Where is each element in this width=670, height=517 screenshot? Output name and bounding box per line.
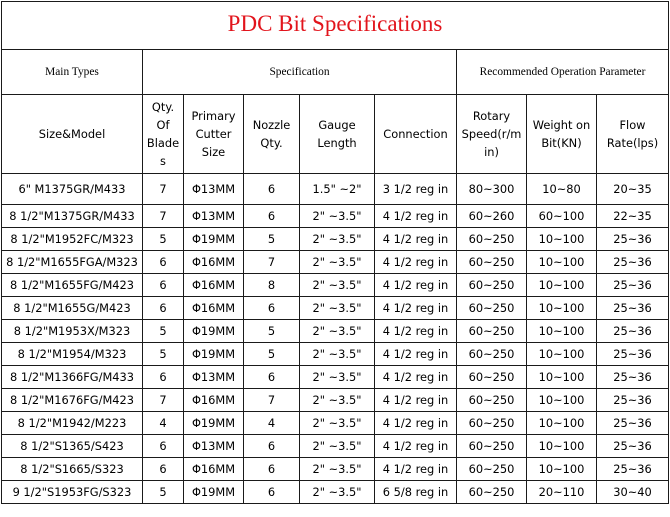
- cell-gauge-length: 2" ~3.5": [300, 366, 375, 389]
- column-header-line: Rotary: [472, 109, 511, 123]
- pdc-spec-table: [1, 1, 669, 504]
- cell-rotary-speed: 60~250: [457, 389, 527, 412]
- cell-blade-qty: 5: [143, 228, 184, 251]
- cell-nozzle-qty: 6: [244, 481, 300, 504]
- column-header-line: Rate(lps): [606, 136, 659, 150]
- cell-gauge-length: 2" ~3.5": [300, 412, 375, 435]
- cell-weight-on-bit: 10~80: [527, 174, 597, 205]
- cell-rotary-speed: 60~250: [457, 343, 527, 366]
- cell-blade-qty: 4: [143, 412, 184, 435]
- cell-flow-rate: 25~36: [597, 412, 669, 435]
- cell-gauge-length: 2" ~3.5": [300, 389, 375, 412]
- cell-blade-qty: 5: [143, 320, 184, 343]
- column-header-line: Length: [317, 136, 357, 150]
- cell-rotary-speed: 80~300: [457, 174, 527, 205]
- table-row: [2, 366, 669, 389]
- cell-gauge-length: 2" ~3.5": [300, 458, 375, 481]
- cell-size-model: 8 1/2"M1942/M223: [2, 412, 143, 435]
- cell-rotary-speed: 60~250: [457, 366, 527, 389]
- column-header-line: Qty.: [260, 136, 283, 150]
- cell-connection: 4 1/2 reg in: [375, 366, 457, 389]
- cell-connection: 4 1/2 reg in: [375, 251, 457, 274]
- cell-nozzle-qty: 6: [244, 297, 300, 320]
- cell-flow-rate: 25~36: [597, 435, 669, 458]
- cell-rotary-speed: 60~250: [457, 435, 527, 458]
- column-header-line: Bit(KN): [541, 136, 582, 150]
- column-header-line: in): [484, 145, 499, 159]
- column-header-line: Weight on: [532, 118, 591, 132]
- column-header-connection: [375, 95, 457, 174]
- cell-nozzle-qty: 6: [244, 366, 300, 389]
- title-cell: [2, 2, 669, 50]
- column-header-line: Gauge: [318, 118, 356, 132]
- cell-connection: 6 5/8 reg in: [375, 481, 457, 504]
- cell-rotary-speed: 60~250: [457, 274, 527, 297]
- cell-weight-on-bit: 10~100: [527, 251, 597, 274]
- cell-nozzle-qty: 6: [244, 205, 300, 228]
- cell-rotary-speed: 60~250: [457, 251, 527, 274]
- cell-blade-qty: 6: [143, 274, 184, 297]
- column-header-size-model: [2, 95, 143, 174]
- column-header-nozzle-qty: [244, 95, 300, 174]
- cell-blade-qty: 7: [143, 174, 184, 205]
- column-header-cutter-size: [184, 95, 244, 174]
- column-header-line: Flow: [619, 118, 646, 132]
- cell-blade-qty: 5: [143, 481, 184, 504]
- cell-gauge-length: 2" ~3.5": [300, 481, 375, 504]
- table-row: [2, 389, 669, 412]
- cell-nozzle-qty: 6: [244, 174, 300, 205]
- cell-nozzle-qty: 6: [244, 435, 300, 458]
- cell-rotary-speed: 60~250: [457, 412, 527, 435]
- column-header-line: Blade: [146, 136, 180, 150]
- cell-flow-rate: 25~36: [597, 320, 669, 343]
- cell-size-model: 8 1/2"M1655G/M423: [2, 297, 143, 320]
- cell-flow-rate: 25~36: [597, 251, 669, 274]
- cell-nozzle-qty: 7: [244, 389, 300, 412]
- cell-flow-rate: 25~36: [597, 274, 669, 297]
- cell-size-model: 8 1/2"M1676FG/M423: [2, 389, 143, 412]
- cell-connection: 4 1/2 reg in: [375, 435, 457, 458]
- cell-gauge-length: 1.5" ~2": [300, 174, 375, 205]
- cell-weight-on-bit: 10~100: [527, 320, 597, 343]
- table-row: [2, 435, 669, 458]
- table-row: [2, 481, 669, 504]
- cell-cutter-size: Φ16MM: [184, 274, 244, 297]
- cell-gauge-length: 2" ~3.5": [300, 205, 375, 228]
- cell-cutter-size: Φ19MM: [184, 343, 244, 366]
- cell-flow-rate: 22~35: [597, 205, 669, 228]
- cell-rotary-speed: 60~260: [457, 205, 527, 228]
- cell-size-model: 9 1/2"S1953FG/S323: [2, 481, 143, 504]
- cell-connection: 4 1/2 reg in: [375, 297, 457, 320]
- cell-cutter-size: Φ19MM: [184, 320, 244, 343]
- cell-flow-rate: 25~36: [597, 297, 669, 320]
- column-header-line: Connection: [383, 127, 448, 141]
- cell-size-model: 8 1/2"M1375GR/M433: [2, 205, 143, 228]
- cell-gauge-length: 2" ~3.5": [300, 274, 375, 297]
- cell-size-model: 8 1/2"M1952FC/M323: [2, 228, 143, 251]
- column-header-line: Cutter: [195, 127, 232, 141]
- table-row: [2, 251, 669, 274]
- cell-size-model: 8 1/2"M1954/M323: [2, 343, 143, 366]
- table-row: [2, 297, 669, 320]
- cell-cutter-size: Φ13MM: [184, 435, 244, 458]
- cell-size-model: 8 1/2"S1365/S423: [2, 435, 143, 458]
- cell-blade-qty: 6: [143, 366, 184, 389]
- cell-weight-on-bit: 10~100: [527, 435, 597, 458]
- column-header-line: Size&Model: [38, 127, 106, 141]
- cell-connection: 4 1/2 reg in: [375, 458, 457, 481]
- group-header-specification: Specification: [143, 50, 457, 95]
- cell-weight-on-bit: 10~100: [527, 274, 597, 297]
- cell-rotary-speed: 60~250: [457, 458, 527, 481]
- cell-nozzle-qty: 7: [244, 251, 300, 274]
- cell-rotary-speed: 60~250: [457, 297, 527, 320]
- cell-size-model: 8 1/2"M1655FGA/M323: [2, 251, 143, 274]
- cell-gauge-length: 2" ~3.5": [300, 343, 375, 366]
- cell-size-model: 8 1/2"M1366FG/M433: [2, 366, 143, 389]
- table-row: [2, 412, 669, 435]
- cell-rotary-speed: 60~250: [457, 320, 527, 343]
- cell-weight-on-bit: 10~100: [527, 389, 597, 412]
- cell-flow-rate: 25~36: [597, 366, 669, 389]
- cell-gauge-length: 2" ~3.5": [300, 435, 375, 458]
- table-row: [2, 320, 669, 343]
- cell-flow-rate: 25~36: [597, 343, 669, 366]
- cell-nozzle-qty: 4: [244, 412, 300, 435]
- cell-blade-qty: 6: [143, 297, 184, 320]
- cell-cutter-size: Φ13MM: [184, 174, 244, 205]
- cell-cutter-size: Φ19MM: [184, 481, 244, 504]
- cell-nozzle-qty: 8: [244, 274, 300, 297]
- cell-cutter-size: Φ13MM: [184, 366, 244, 389]
- column-header-blade-qty: [143, 95, 184, 174]
- cell-connection: 4 1/2 reg in: [375, 343, 457, 366]
- column-header-line: Primary: [191, 109, 236, 123]
- column-header-rotary-speed: [457, 95, 527, 174]
- cell-connection: 4 1/2 reg in: [375, 320, 457, 343]
- cell-nozzle-qty: 6: [244, 458, 300, 481]
- group-header-main-types: Main Types: [2, 50, 143, 95]
- cell-cutter-size: Φ19MM: [184, 412, 244, 435]
- table-row: [2, 205, 669, 228]
- cell-blade-qty: 7: [143, 205, 184, 228]
- cell-cutter-size: Φ13MM: [184, 205, 244, 228]
- cell-nozzle-qty: 5: [244, 228, 300, 251]
- cell-gauge-length: 2" ~3.5": [300, 228, 375, 251]
- cell-blade-qty: 6: [143, 458, 184, 481]
- cell-nozzle-qty: 5: [244, 343, 300, 366]
- column-header-line: Size: [201, 145, 226, 159]
- column-header-gauge-length: [300, 95, 375, 174]
- column-header-line: s: [160, 154, 166, 168]
- cell-size-model: 8 1/2"M1953X/M323: [2, 320, 143, 343]
- table-row: [2, 228, 669, 251]
- cell-rotary-speed: 60~250: [457, 481, 527, 504]
- cell-cutter-size: Φ16MM: [184, 297, 244, 320]
- cell-weight-on-bit: 10~100: [527, 297, 597, 320]
- cell-size-model: 8 1/2"M1655FG/M423: [2, 274, 143, 297]
- table-row: [2, 458, 669, 481]
- cell-blade-qty: 5: [143, 343, 184, 366]
- cell-cutter-size: Φ16MM: [184, 458, 244, 481]
- cell-connection: 4 1/2 reg in: [375, 274, 457, 297]
- cell-weight-on-bit: 10~100: [527, 458, 597, 481]
- cell-gauge-length: 2" ~3.5": [300, 320, 375, 343]
- cell-flow-rate: 25~36: [597, 389, 669, 412]
- table-row: [2, 174, 669, 205]
- cell-flow-rate: 25~36: [597, 458, 669, 481]
- cell-gauge-length: 2" ~3.5": [300, 297, 375, 320]
- column-header-line: Qty.: [151, 100, 175, 114]
- column-header-line: Nozzle: [252, 118, 291, 132]
- cell-cutter-size: Φ16MM: [184, 389, 244, 412]
- cell-weight-on-bit: 10~100: [527, 343, 597, 366]
- cell-cutter-size: Φ19MM: [184, 228, 244, 251]
- cell-cutter-size: Φ16MM: [184, 251, 244, 274]
- cell-gauge-length: 2" ~3.5": [300, 251, 375, 274]
- cell-blade-qty: 6: [143, 435, 184, 458]
- column-header-line: Of: [156, 118, 170, 132]
- group-header-recommended: Recommended Operation Parameter: [457, 50, 669, 95]
- cell-connection: 4 1/2 reg in: [375, 412, 457, 435]
- cell-nozzle-qty: 5: [244, 320, 300, 343]
- column-header-line: Speed(r/m: [461, 127, 522, 141]
- cell-flow-rate: 30~40: [597, 481, 669, 504]
- cell-size-model: 6" M1375GR/M433: [2, 174, 143, 205]
- cell-size-model: 8 1/2"S1665/S323: [2, 458, 143, 481]
- cell-weight-on-bit: 60~100: [527, 205, 597, 228]
- table-row: [2, 274, 669, 297]
- table-row: [2, 343, 669, 366]
- page-title: PDC Bit Specifications: [227, 11, 443, 36]
- cell-connection: 3 1/2 reg in: [375, 174, 457, 205]
- cell-blade-qty: 7: [143, 389, 184, 412]
- column-header-weight-on-bit: [527, 95, 597, 174]
- cell-flow-rate: 25~36: [597, 228, 669, 251]
- column-header-flow-rate: [597, 95, 669, 174]
- cell-weight-on-bit: 10~100: [527, 228, 597, 251]
- cell-connection: 4 1/2 reg in: [375, 389, 457, 412]
- cell-rotary-speed: 60~250: [457, 228, 527, 251]
- cell-weight-on-bit: 20~110: [527, 481, 597, 504]
- cell-blade-qty: 6: [143, 251, 184, 274]
- cell-weight-on-bit: 10~100: [527, 412, 597, 435]
- cell-flow-rate: 20~35: [597, 174, 669, 205]
- cell-weight-on-bit: 10~100: [527, 366, 597, 389]
- cell-connection: 4 1/2 reg in: [375, 228, 457, 251]
- cell-connection: 4 1/2 reg in: [375, 205, 457, 228]
